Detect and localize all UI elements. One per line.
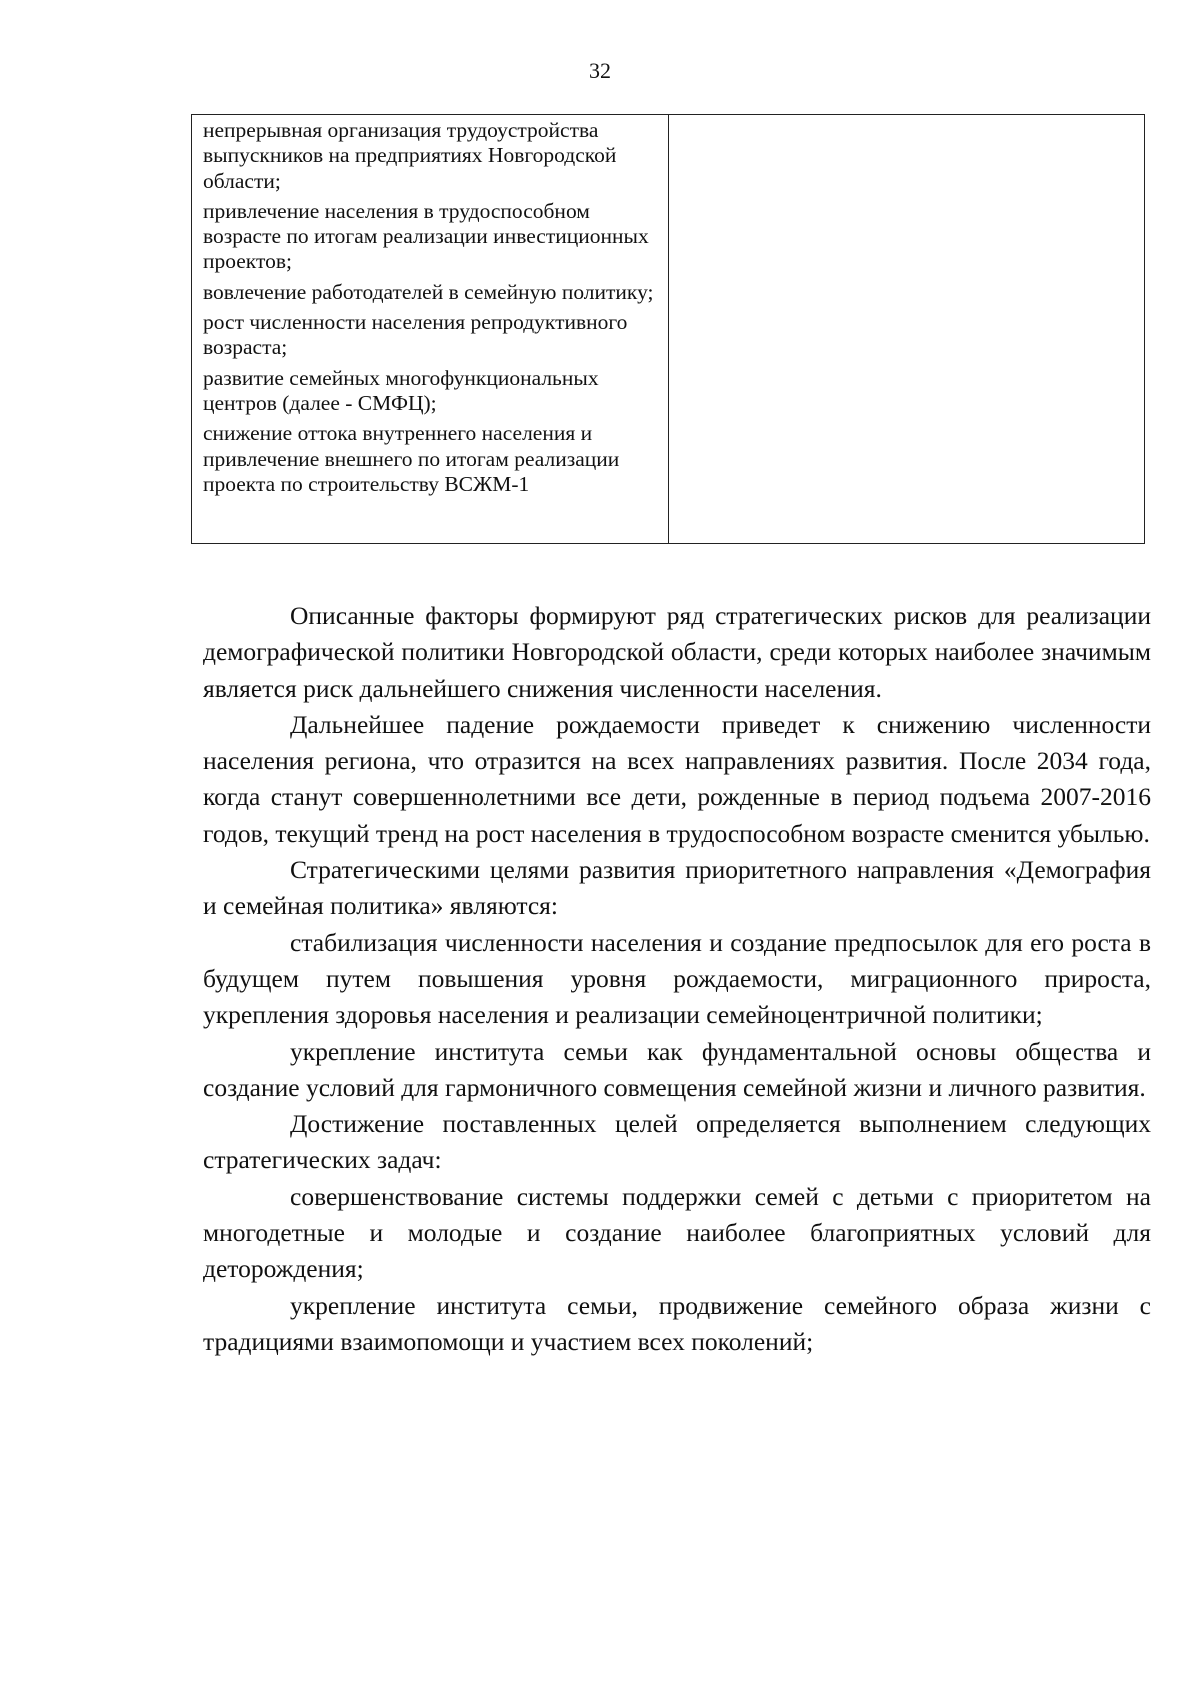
body-paragraph: стабилизация численности населения и создание предпосылок для его роста в будущем путем повышения уровня рождаемости, миграционного прироста, укрепления здоровья населения и реализации семейноцентричной политики; <box>203 927 1151 1030</box>
body-paragraph: совершенствование системы поддержки семей с детьми с приоритетом на многодетные и молодые и создание наиболее благоприятных условий для деторождения; <box>203 1181 1151 1284</box>
table-cell-right <box>669 115 1145 544</box>
table-list-item: развитие семейных многофункциональных центров (далее - СМФЦ); <box>203 365 599 415</box>
body-paragraph: Достижение поставленных целей определяется выполнением следующих стратегических задач: <box>203 1109 1151 1175</box>
table-list-item: рост численности населения репродуктивного возраста; <box>203 310 628 360</box>
table-list-item: снижение оттока внутреннего населения и привлечение внешнего по итогам реализации проекта по строительству ВСЖМ-1 <box>203 421 620 496</box>
table-list-item: привлечение населения в трудоспособном возрасте по итогам реализации инвестиционных проектов; <box>203 198 649 274</box>
body-paragraph: Дальнейшее падение рождаемости приведет к снижению численности населения региона, что отразится на всех направлениях развития. После 2034 года, когда станут совершеннолетними все дети, рожденные в период подъема 2007-2016 годов, текущий тренд на рост населения в трудоспособном возрасте сменится убылью. <box>203 709 1151 848</box>
body-paragraph: Стратегическими целями развития приоритетного направления «Демография и семейная политика» являются: <box>203 855 1151 921</box>
table-list-item: вовлечение работодателей в семейную политику; <box>203 279 654 304</box>
body-paragraph: Описанные факторы формируют ряд стратегических рисков для реализации демографической политики Новгородской области, среди которых наиболее значимым является риск дальнейшего снижения численности населения. <box>203 601 1151 703</box>
page-number: 32 <box>589 58 611 83</box>
factors-table <box>191 114 1145 544</box>
body-paragraph: укрепление института семьи, продвижение семейного образа жизни с традициями взаимопомощи и участием всех поколений; <box>203 1290 1151 1356</box>
table-cell-left <box>192 115 669 544</box>
table-list-item: непрерывная организация трудоустройства выпускников на предприятиях Новгородской области; <box>203 118 617 193</box>
table-row <box>192 115 1145 544</box>
document-body <box>203 598 1151 1360</box>
body-paragraph: укрепление института семьи как фундаментальной основы общества и создание условий для гармоничного совмещения семейной жизни и личного развития. <box>203 1036 1151 1102</box>
